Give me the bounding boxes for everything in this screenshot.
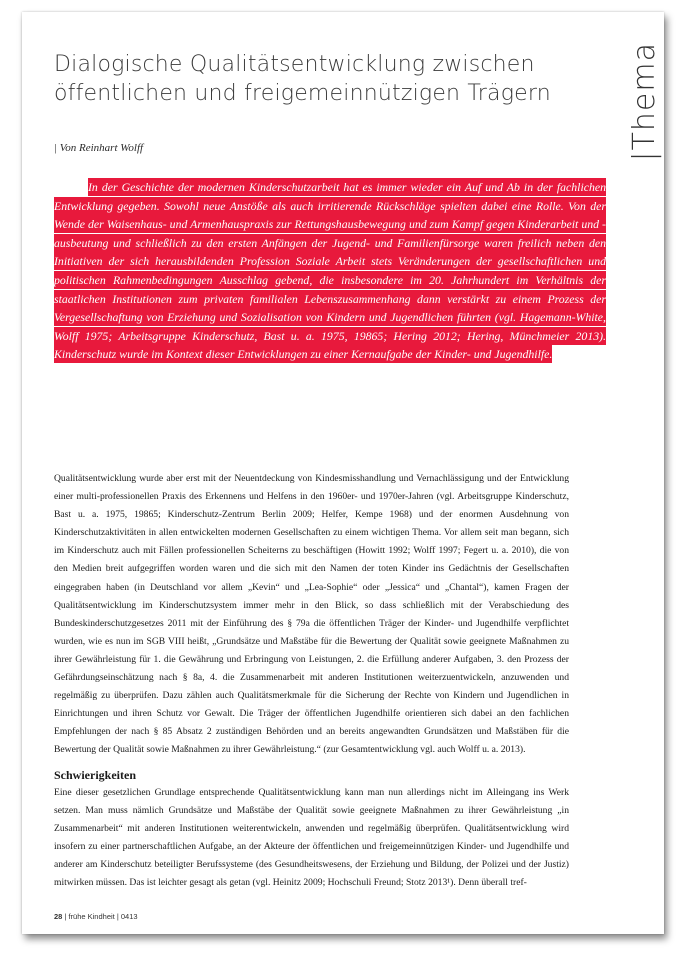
lead-paragraph <box>54 178 606 364</box>
highlighted-lead-text: In der Geschichte der modernen Kinderschutzarbeit hat es immer wieder ein Auf und Ab in der fachlichen Entwicklung gegeben. Sowohl neue Anstöße als auch irritierende Rückschläge spielten dabei eine Rolle. Von der Wende der Waisenhaus- und Armenhauspraxis zur Rettungshausbewegung und zum Kampf gegen Kinderarbeit und -ausbeutung und schließlich zu den ersten Anfängen der Jugend- und Familienfürsorge waren freilich neben den Initiativen der sich herausbildenden Profession Soziale Arbeit stets Veränderungen der gesellschaftlichen und politischen Rahmenbedingungen Ausschlag gebend, die insbesondere im 20. Jahrhundert im Verhältnis der staatlichen Institutionen zum privaten familialen Lebenszusammenhang dann verstärkt zu einem Prozess der Vergesellschaftung von Erziehung und Sozialisation von Kindern und Jugendlichen führten (vgl. Hagemann-White, Wolff 1975; Arbeitsgruppe Kinderschutz, Bast u. a. 1975, 19865; Hering 2012; Hering, Münchmeier 2013). Kinderschutz wurde im Kontext dieser Entwicklungen zu einer Kernaufgabe der Kinder- und Jugendhilfe. <box>54 180 606 362</box>
footer-text: | frühe Kindheit | 0413 <box>62 912 138 921</box>
page-footer <box>54 912 138 921</box>
subheading: Schwierigkeiten <box>54 767 136 782</box>
body-paragraph-1: Qualitätsentwicklung wurde aber erst mit der Neuentdeckung von Kindesmisshandlung und Vernachlässigung und der Entwicklung einer multi-professionellen Praxis des Erkennens und Helfens in den 1960er- und 1970er-Jahren (vgl. Arbeitsgruppe Kinderschutz, Bast u. a. 1975, 19865; Kinderschutz-Zentrum Berlin 2009; Helfer, Kempe 1968) und der enormen Ausdehnung von Kinderschutzaktivitäten in allen entwickelten modernen Gesellschaften zu einem wichtigen Thema. Vor allem seit man begann, sich im Kinderschutz auch mit Fällen professionellen Scheiterns zu beschäftigen (Howitt 1992; Wolff 1997; Fegert u. a. 2010), die von den Medien breit aufgegriffen worden waren und die sich mit den Namen der toten Kinder ins Gedächtnis der Gesellschaften eingegraben haben (in Deutschland vor allem „Kevin“ und „Lea-Sophie“ oder „Jessica“ und „Chantal“), kamen Fragen der Qualitätsentwicklung im Kinderschutzsystem immer mehr in den Blick, so dass schließlich mit der Verabschiedung des Bundeskinderschutzgesetzes 2011 mit der Einführung des § 79a die öffentlichen Träger der Kinder- und Jugendhilfe verpflichtet wurden, wie es nun im SGB VIII heißt, „Grundsätze und Maßstäbe für die Bewertung der Qualität sowie geeignete Maßnahmen zu ihrer Gewährleistung für 1. die Gewährung und Erbringung von Leistungen, 2. die Erfüllung anderer Aufgaben, 3. den Prozess der Gefährdungseinschätzung nach § 8a, 4. die Zusammenarbeit mit anderen Institutionen weiterzuentwickeln, anzuwenden und regelmäßig zu überprüfen. Dazu zählen auch Qualitätsmerkmale für die Sicherung der Rechte von Kindern und Jugendlichen in Einrichtungen und ihren Schutz vor Gewalt. Die Träger der öffentlichen Jugendhilfe orientieren sich dabei an den fachlichen Empfehlungen der nach § 85 Absatz 2 zuständigen Behörden und an bereits angewandten Grundsätzen und Maßstäben für die Bewertung der Qualität sowie Maßnahmen zu ihrer Gewährleistung.“ (zur Gesamtentwicklung vgl. auch Wolff u. a. 2013). <box>54 473 569 756</box>
section-label-text: Thema <box>627 42 662 151</box>
magazine-page <box>22 12 664 934</box>
page-number: 28 <box>54 912 63 921</box>
section-label-bar: | <box>627 150 662 162</box>
section-label <box>627 42 662 162</box>
article-body <box>54 470 569 892</box>
body-paragraph-2: Eine dieser gesetzlichen Grundlage entsprechende Qualitätsentwicklung kann man nun allerdings nicht im Alleingang ins Werk setzen. Man muss nämlich Grundsätze und Maßstäbe der Qualität sowie geeignete Maßnahmen zu ihrer Gewährleistung „in Zusammenarbeit“ mit anderen Institutionen weiterentwickeln, anwenden und regelmäßig überprüfen. Qualitätsentwicklung wird insofern zu einer partnerschaftlichen Aufgabe, an der Akteure der öffentlichen und freigemeinnützigen Kinder- und Jugendhilfe und anderer am Kinderschutz beteiligter Berufssysteme (des Gesundheitswesens, der Erziehung und Bildung, der Polizei und der Justiz) mitwirken müssen. Das ist leichter gesagt als getan (vgl. Heinitz 2009; Hochschuli Freund; Stotz 2013¹). Denn überall tref- <box>54 786 569 888</box>
article-author: | Von Reinhart Wolff <box>54 142 144 154</box>
article-title: Dialogische Qualitätsentwicklung zwischen öffentlichen und freigemeinnützigen Trägern <box>54 52 551 106</box>
